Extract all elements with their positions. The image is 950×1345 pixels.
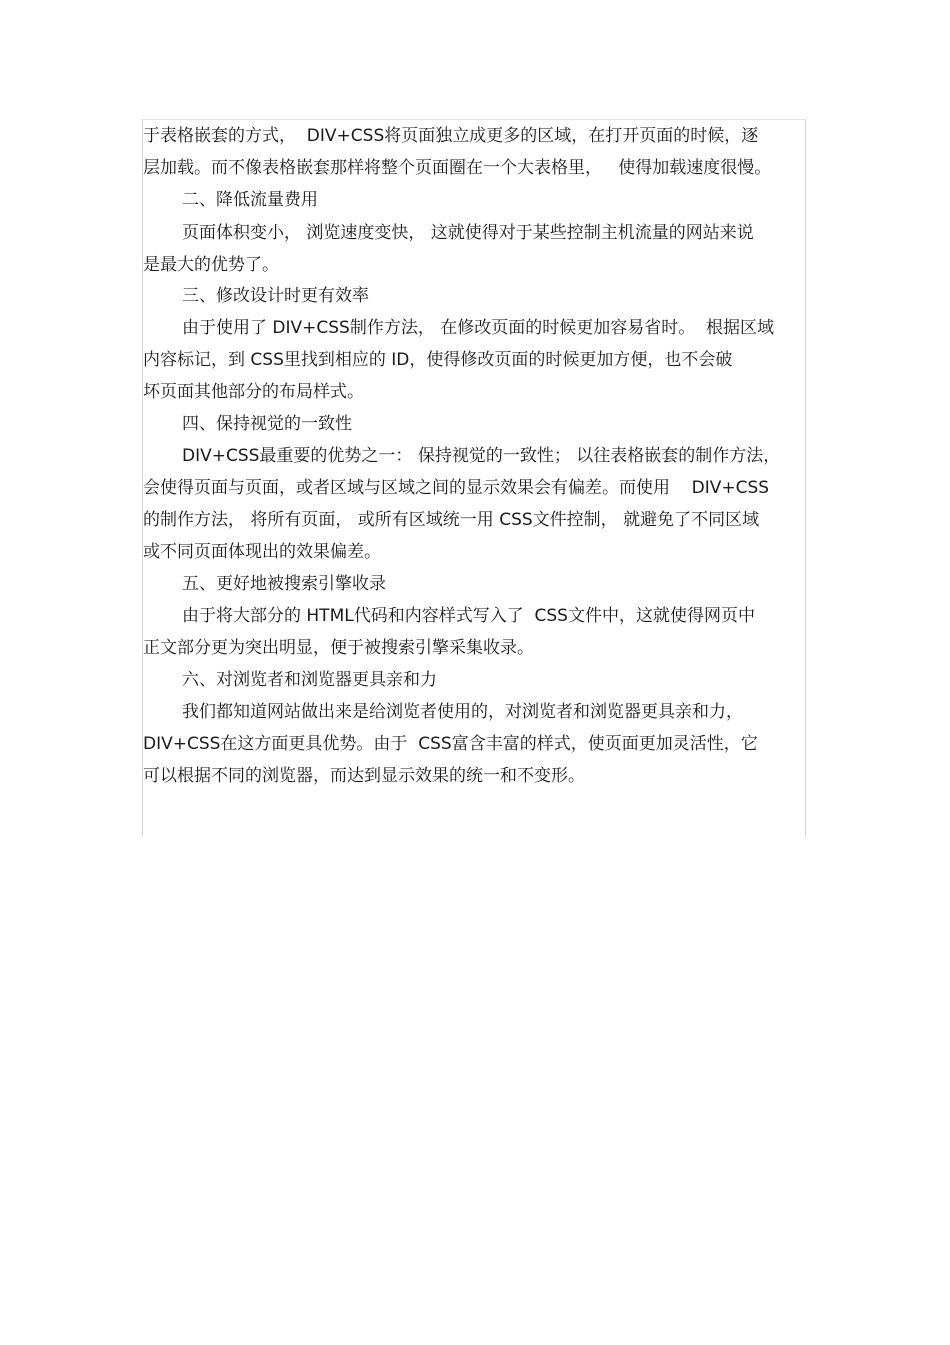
section-heading-2: 二、降低流量费用 bbox=[182, 190, 318, 210]
body-text-line: 页面体积变小， 浏览速度变快， 这就使得对于某些控制主机流量的网站来说 bbox=[182, 223, 754, 243]
body-text-line: DIV+CSS在这方面更具优势。由于 CSS富含丰富的样式，使页面更加灵活性，它 bbox=[143, 734, 758, 754]
body-text-line: 于表格嵌套的方式， DIV+CSS将页面独立成更多的区域，在打开页面的时候，逐 bbox=[143, 126, 759, 146]
section-heading-5: 五、更好地被搜索引擎收录 bbox=[182, 574, 386, 594]
body-text-line: 坏页面其他部分的布局样式。 bbox=[143, 382, 364, 402]
body-text-line: 正文部分更为突出明显，便于被搜索引擎采集收录。 bbox=[143, 638, 534, 658]
body-text-line: 是最大的优势了。 bbox=[143, 255, 279, 275]
section-heading-4: 四、保持视觉的一致性 bbox=[182, 414, 352, 434]
section-heading-6: 六、对浏览者和浏览器更具亲和力 bbox=[182, 670, 437, 690]
body-text-line: 可以根据不同的浏览器，而达到显示效果的统一和不变形。 bbox=[143, 766, 585, 786]
body-text-line: 我们都知道网站做出来是给浏览者使用的，对浏览者和浏览器更具亲和力， bbox=[182, 702, 743, 722]
body-text-line: 层加载。而不像表格嵌套那样将整个页面圈在一个大表格里， 使得加载速度很慢。 bbox=[143, 158, 772, 178]
body-text-line: 由于使用了 DIV+CSS制作方法， 在修改页面的时候更加容易省时。 根据区域 bbox=[182, 318, 775, 338]
body-text-line: 的制作方法， 将所有页面， 或所有区域统一用 CSS文件控制， 就避免了不同区域 bbox=[143, 510, 760, 530]
body-text-line: 或不同页面体现出的效果偏差。 bbox=[143, 542, 381, 562]
body-text-line: 会使得页面与页面，或者区域与区域之间的显示效果会有偏差。而使用 DIV+CSS bbox=[143, 478, 770, 498]
body-text-line: 内容标记，到 CSS里找到相应的 ID，使得修改页面的时候更加方便，也不会破 bbox=[143, 350, 733, 370]
body-text-line: DIV+CSS最重要的优势之一： 保持视觉的一致性； 以往表格嵌套的制作方法， bbox=[182, 446, 781, 466]
section-heading-3: 三、修改设计时更有效率 bbox=[182, 286, 369, 306]
body-text-line: 由于将大部分的 HTML代码和内容样式写入了 CSS文件中，这就使得网页中 bbox=[182, 606, 755, 626]
